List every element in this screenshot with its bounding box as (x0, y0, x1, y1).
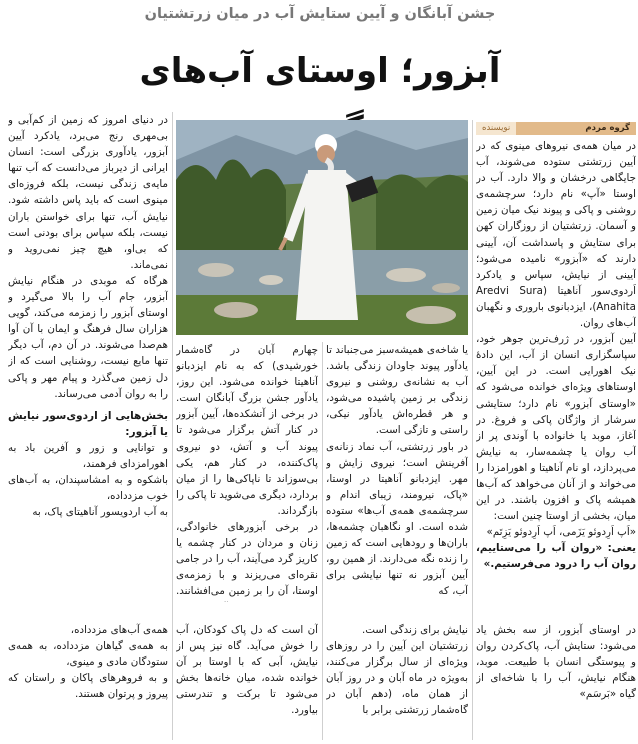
column-divider (172, 112, 173, 740)
left-column-bottom (8, 622, 168, 740)
left-subhead: بخش‌هایی از اردوی‌سور نیایش یا آبزور: (8, 409, 168, 438)
photo-illustration (176, 120, 468, 335)
bottom-middle-column-1 (326, 622, 468, 740)
column-divider (472, 120, 473, 740)
right-column (476, 138, 636, 595)
left-verse: باشکوه و به امشاسپندان، به آب‌های خوب مزدداده، (8, 474, 168, 503)
headline: آبزور؛ اوستای آب‌های (139, 51, 501, 91)
left-paragraph: هرگاه که موبدی در هنگام نیایش آبزور، جام آب را بالا می‌گیرد و اوستای آبزور را زمزمه می‌کند، گویی هزاران سال فرهنگ و ایمان با آن آوا هم‌صدا می‌شوند. در آن دم، آب دیگر تنها مایع نیست، روشنایی است که از دل زمین می‌گذرد و پیام مهر و پاکی را به روان آدمی می‌رساند. (8, 274, 168, 400)
right-column-bottom (476, 622, 636, 740)
middle-paragraph: در باور زرتشتی، آب نماد زنانه‌ی آفرینش است؛ نیروی زایش و مهر. ایزدبانو آناهیتا در اوستا، «پاک، نیرومند، زیبای اندام و سرچشمه‌ی همه‌ی آب‌ها» ستوده شده است. او نگاهبان چشمه‌ها، باران‌ها و رودهایی است که زمین را زنده نگه می‌دارند. از همین رو، آیین آبزور نه تنها نیایشی برای آب، که (326, 440, 468, 598)
column-divider (322, 342, 323, 740)
bottom-middle-column-2 (176, 622, 318, 740)
byline-role: نویسنده (476, 122, 516, 135)
right-paragraph: در اوستای آبزور، از سه بخش یاد می‌شود: ستایش آب، پاک‌کردن روان و پیوستگی انسان با طبیعت. موبد، هنگام نیایش، آب را با شاخه‌ای از گیاه «بَرسَم» (476, 624, 636, 701)
left-paragraph: در دنیای امروز که زمین از کم‌آبی و بی‌مهری رنج می‌برد، یادکرد آیین آبزور، یادآوری بزرگی است: انسان ایرانی از دیرباز می‌دانست که آب تنها مایه‌ی زندگی نیست، بلکه فروزه‌ای مینوی است که باید پاس داشته شود. نیایش آب، تنها برای خواستن باران نیست، بلکه سپاس برای بودنی است که بی‌او، هیچ چیز نمی‌روید و نمی‌ماند. (8, 114, 168, 271)
middle-paragraph: یا شاخه‌ی همیشه‌سبز می‌جنباند تا یادآور پیوند جاودان زندگی باشد. آب به نشانه‌ی روشنی و نیروی زندگی بر زمین پاشیده می‌شود، و هر قطره‌اش یادآور نیکی، راستی و تازگی است. (326, 344, 468, 437)
left-verse: و به فروهرهای پاکان و راستان که پیروز و پرتوان هستند. (8, 672, 168, 701)
byline (476, 122, 636, 135)
bottom-paragraph: زرتشتیان این آیین را در روزهای ویژه‌ای از سال برگزار می‌کنند، به‌ویژه در ماه آبان و در روز آبان از همان ماه، (دهم آبان در گاه‌شمار زرتشتی برابر با (326, 640, 468, 717)
left-verse: همه‌ی آب‌های مزدداده، (70, 624, 168, 636)
bottom-paragraph: آن است که دل پاک کودکان، آب را خوش می‌آید. گاه نیز پس از نیایش، آبی که با اوستا بر آن خوانده شده، میان خانه‌ها بخش می‌شود تا برکت و تندرستی بیاورد. (176, 624, 318, 717)
middle-column-b (176, 342, 318, 602)
bottom-paragraph: نیایش برای زندگی است. (362, 624, 468, 636)
left-verse: و توانایی و زور و آفرین باد به اهورامزدای فرهمند، (8, 441, 168, 470)
left-verse: به آب اردویسور آناهیتای پاک، به (32, 506, 168, 519)
left-column (8, 112, 168, 607)
middle-column-a (326, 342, 468, 602)
right-paragraph: آیین آبزور، در ژرف‌ترین جوهر خود، سپاسگزاری انسان از آب، این دادهٔ نیک اهورایی است. در این آیین، اوستاهای ویژه‌ای خوانده می‌شود که «اوستای آبزور» نام دارد؛ ستایشی سرشار از واژگان پاکی و فروغ. در آغاز، موبد یا خانواده با آوندی پر از آب روان یا چشمه‌سار، به نیایش می‌پردازد، او نام آناهیتا و اهورامزدا را می‌خواند و از آنان می‌خواهد که آب‌ها همیشه پاک و افزون باشند. در این میان، بخشی از اوستا چنین است: (476, 333, 636, 523)
article-photo (176, 120, 468, 335)
right-verse: یعنی: «روان آب را می‌ستاییم، روان آب را درود می‌فرستیم.» (476, 542, 636, 571)
left-verse: به همه‌ی گیاهان مزدداده، به همه‌ی ستودگان مادی و مینوی، (8, 640, 168, 669)
middle-paragraph: چهارم آبان در گاه‌شمار خورشیدی) که به نام ایزدبانو آناهیتا خوانده می‌شود. این روز، یادآور جشن بزرگ آبانگان است. در برخی از آتشکده‌ها، آیین آبزور در کنار آتش برگزار می‌شود تا پیوند آب و آتش، دو نیروی پاک‌کننده، در کنار هم، یکی بی‌سوزاند تا ناپاکی‌ها را از میان بردارد، دیگری می‌شوید تا پاکی را بازگرداند. (176, 344, 318, 517)
byline-author: گروه مردم (516, 122, 636, 135)
kicker: جشن آبانگان و آیین ستایش آب در میان زرتشتیان (144, 6, 496, 22)
right-paragraph: در میان همه‌ی نیروهای مینوی که در آیین زرتشتی ستوده می‌شوند، آب جایگاهی درخشان و والا دارد. آب در اوستا «آپ» نام دارد؛ سرچشمه‌ی روشنی و پاکی و پیوند نیک میان زمین و آسمان. زرتشتیان از روزگاران کهن برای ستایش و پاسداشت آن، آیینی دارند که «آبزور» نامیده می‌شود؛ آیینی از نیایش، سپاس و یادکرد اَردوی‌سور آناهیتا (Aredvi Sura Anahita)، ایزدبانوی باروری و نگهبان آب‌های روان. (476, 140, 636, 330)
right-paragraph: «اَپ اَرِدوئو یَزَمی، اَپ اَرِدوئو یَزِتَم» (486, 526, 636, 539)
middle-paragraph: در برخی آبزورهای خانوادگی، زنان و مردان در کنار چشمه یا کاریز گرد می‌آیند، آب را در جامی نقره‌ای می‌ریزند و با زمزمه‌ی اوستا، آن را بر زمین می‌افشانند. (176, 521, 318, 598)
